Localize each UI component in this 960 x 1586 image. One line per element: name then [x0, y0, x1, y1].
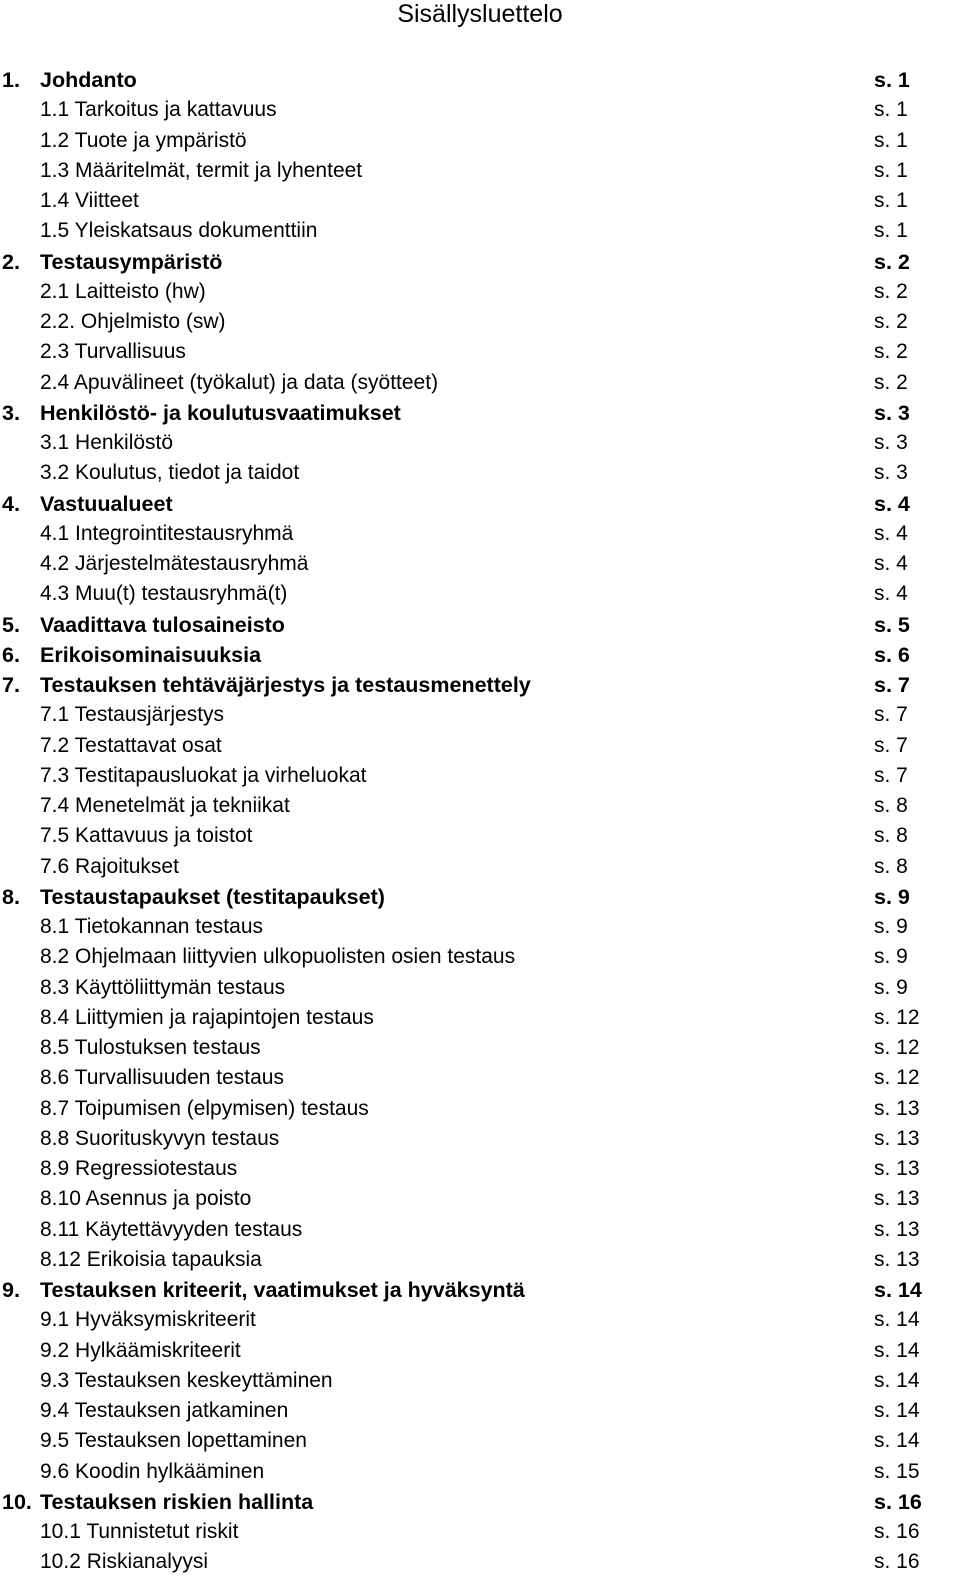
toc-section-entry[interactable]: [0, 65, 960, 95]
toc-entry-label: 7.2 Testattavat osat: [40, 733, 222, 757]
toc-subsection-entry[interactable]: [0, 1184, 960, 1214]
toc-entry-label: 8.5 Tulostuksen testaus: [40, 1036, 261, 1059]
toc-entry-label: 8.4 Liittymien ja rajapintojen testaus: [40, 1005, 374, 1029]
toc-subsection-entry[interactable]: [0, 1457, 960, 1487]
toc-entry-page: s. 14: [874, 1308, 920, 1332]
toc-section-entry[interactable]: [0, 1275, 960, 1305]
toc-subsection-entry[interactable]: [0, 307, 960, 337]
toc-entry-page: s. 12: [874, 1036, 920, 1059]
toc-entry-label: 2.3 Turvallisuus: [40, 340, 186, 364]
toc-subsection-entry[interactable]: [0, 156, 960, 186]
toc-entry-page: s. 1: [874, 68, 910, 92]
toc-entry-label: 9.5 Testauksen lopettaminen: [40, 1429, 307, 1453]
toc-subsection-entry[interactable]: [0, 216, 960, 246]
toc-entry-label: 7.5 Kattavuus ja toistot: [40, 824, 253, 848]
toc-entry-page: s. 14: [874, 1429, 920, 1453]
toc-subsection-entry[interactable]: [0, 1003, 960, 1033]
toc-entry-page: s. 1: [874, 189, 908, 212]
toc-subsection-entry[interactable]: [0, 1215, 960, 1245]
toc-subsection-entry[interactable]: [0, 337, 960, 367]
toc-entry-label: 1.3 Määritelmät, termit ja lyhenteet: [40, 158, 363, 182]
toc-entry-page: s. 2: [874, 310, 908, 333]
toc-entry-page: s. 8: [874, 824, 908, 848]
toc-entry-page: s. 7: [874, 763, 908, 787]
toc-subsection-entry[interactable]: [0, 1547, 960, 1577]
toc-entry-label: Testauksen kriteerit, vaatimukset ja hyväksyntä: [40, 1278, 525, 1302]
toc-entry-page: s. 6: [874, 642, 910, 667]
toc-entry-number: 4.: [2, 491, 20, 516]
toc-entry-page: s. 4: [874, 552, 908, 575]
toc-subsection-entry[interactable]: [0, 1336, 960, 1366]
toc-entry-page: s. 2: [874, 249, 910, 274]
toc-entry-page: s. 4: [874, 582, 908, 606]
toc-subsection-entry[interactable]: [0, 791, 960, 821]
toc-subsection-entry[interactable]: [0, 761, 960, 791]
toc-entry-page: s. 3: [874, 431, 908, 454]
toc-entry-page: s. 1: [874, 219, 908, 243]
toc-entry-label: 9.4 Testauksen jatkaminen: [40, 1399, 289, 1422]
toc-entry-page: s. 16: [874, 1550, 920, 1574]
toc-subsection-entry[interactable]: [0, 1033, 960, 1063]
toc-entry-label: Johdanto: [40, 68, 137, 92]
toc-entry-page: s. 15: [874, 1459, 920, 1483]
toc-subsection-entry[interactable]: [0, 519, 960, 549]
toc-subsection-entry[interactable]: [0, 1305, 960, 1335]
toc-entry-label: 9.1 Hyväksymiskriteerit: [40, 1308, 256, 1332]
toc-entry-page: s. 14: [874, 1368, 920, 1392]
toc-entry-page: s. 13: [874, 1096, 920, 1120]
toc-entry-label: Henkilöstö- ja koulutusvaatimukset: [40, 400, 401, 425]
toc-subsection-entry[interactable]: [0, 186, 960, 216]
toc-entry-number: 5.: [2, 612, 20, 637]
toc-entry-number: 1.: [2, 68, 20, 92]
toc-entry-page: s. 9: [874, 975, 908, 999]
toc-entry-label: Testauksen tehtäväjärjestys ja testausmenettely: [40, 673, 531, 697]
toc-entry-label: 2.2. Ohjelmisto (sw): [40, 310, 226, 333]
toc-entry-label: 4.3 Muu(t) testausryhmä(t): [40, 582, 288, 606]
toc-subsection-entry[interactable]: [0, 942, 960, 972]
toc-subsection-entry[interactable]: [0, 1124, 960, 1154]
toc-subsection-entry[interactable]: [0, 1063, 960, 1093]
toc-entry-page: s. 1: [874, 128, 908, 152]
toc-entry-label: 8.2 Ohjelmaan liittyvien ulkopuolisten osien testaus: [40, 945, 516, 969]
toc-entry-page: s. 8: [874, 794, 908, 817]
toc-entry-page: s. 9: [874, 915, 908, 938]
toc-entry-page: s. 9: [874, 945, 908, 969]
toc-entry-label: 8.3 Käyttöliittymän testaus: [40, 975, 286, 999]
toc-subsection-entry[interactable]: [0, 458, 960, 488]
toc-entry-number: 3.: [2, 400, 20, 425]
toc-entry-page: s. 4: [874, 521, 908, 545]
toc-entry-page: s. 13: [874, 1247, 920, 1271]
toc-entry-label: Testaustapaukset (testitapaukset): [40, 884, 385, 909]
toc-entry-label: 8.10 Asennus ja poisto: [40, 1187, 252, 1211]
toc-subsection-entry[interactable]: [0, 973, 960, 1003]
page-title: Sisällysluettelo: [397, 0, 563, 28]
toc-entry-page: s. 3: [874, 461, 908, 485]
toc-entry-page: s. 7: [874, 703, 908, 727]
toc-entry-page: s. 13: [874, 1187, 920, 1211]
toc-entry-label: 1.5 Yleiskatsaus dokumenttiin: [40, 219, 318, 243]
toc-entry-label: 4.2 Järjestelmätestausryhmä: [40, 552, 309, 575]
toc-entry-page: s. 9: [874, 884, 910, 909]
toc-entry-page: s. 1: [874, 158, 908, 182]
toc-entry-label: 10.1 Tunnistetut riskit: [40, 1520, 239, 1543]
toc-entry-label: 1.4 Viitteet: [40, 189, 139, 212]
toc-entry-page: s. 1: [874, 98, 908, 122]
toc-entry-page: s. 12: [874, 1005, 920, 1029]
toc-entry-label: 8.1 Tietokannan testaus: [40, 915, 263, 938]
toc-entry-label: 2.1 Laitteisto (hw): [40, 279, 206, 303]
toc-entry-page: s. 14: [874, 1399, 920, 1422]
toc-entry-number: 9.: [2, 1278, 20, 1302]
toc-section-entry[interactable]: [0, 489, 960, 519]
toc-entry-label: 10.2 Riskianalyysi: [40, 1550, 209, 1574]
toc-entry-page: s. 7: [874, 673, 910, 697]
toc-entry-number: 2.: [2, 249, 20, 274]
toc-subsection-entry[interactable]: [0, 126, 960, 156]
toc-entry-number: 6.: [2, 642, 20, 667]
toc-entry-label: 8.8 Suorituskyvyn testaus: [40, 1126, 280, 1150]
toc-entry-page: s. 2: [874, 340, 908, 364]
toc-entry-number: 8.: [2, 884, 20, 909]
toc-entry-page: s. 3: [874, 400, 910, 425]
toc-subsection-entry[interactable]: [0, 428, 960, 458]
toc-entry-label: 4.1 Integrointitestausryhmä: [40, 521, 294, 545]
toc-entry-label: 9.3 Testauksen keskeyttäminen: [40, 1368, 333, 1392]
toc-entry-label: 2.4 Apuvälineet (työkalut) ja data (syötteet): [40, 370, 439, 394]
toc-entry-label: Testausympäristö: [40, 249, 223, 274]
toc-entry-label: Vaadittava tulosaineisto: [40, 612, 285, 637]
toc-subsection-entry[interactable]: [0, 95, 960, 125]
toc-section-entry[interactable]: [0, 398, 960, 428]
toc-entry-page: s. 12: [874, 1066, 920, 1090]
toc-entry-number: 10.: [2, 1489, 32, 1514]
toc-entry-label: 7.6 Rajoitukset: [40, 854, 179, 878]
toc-entry-label: 7.3 Testitapausluokat ja virheluokat: [40, 763, 367, 787]
toc-subsection-entry[interactable]: [0, 368, 960, 398]
toc-entry-label: 9.2 Hylkäämiskriteerit: [40, 1338, 241, 1362]
toc-section-entry[interactable]: [0, 610, 960, 640]
toc-subsection-entry[interactable]: [0, 1366, 960, 1396]
toc-entry-label: 8.11 Käytettävyyden testaus: [40, 1217, 303, 1241]
toc-subsection-entry[interactable]: [0, 549, 960, 579]
toc-subsection-entry[interactable]: [0, 731, 960, 761]
toc-subsection-entry[interactable]: [0, 1396, 960, 1426]
toc-entry-page: s. 16: [874, 1489, 922, 1514]
toc-entry-label: 8.6 Turvallisuuden testaus: [40, 1066, 284, 1090]
toc-entry-page: s. 14: [874, 1278, 922, 1302]
toc-entry-page: s. 14: [874, 1338, 920, 1362]
toc-subsection-entry[interactable]: [0, 852, 960, 882]
toc-section-entry[interactable]: [0, 670, 960, 700]
toc-subsection-entry[interactable]: [0, 1245, 960, 1275]
toc-entry-page: s. 2: [874, 370, 908, 394]
toc-entry-page: s. 8: [874, 854, 908, 878]
toc-entry-label: 7.4 Menetelmät ja tekniikat: [40, 794, 290, 817]
toc-entry-label: Erikoisominaisuuksia: [40, 642, 262, 667]
toc-section-entry[interactable]: [0, 640, 960, 670]
toc-entry-page: s. 13: [874, 1126, 920, 1150]
toc-entry-label: Testauksen riskien hallinta: [40, 1489, 314, 1514]
toc-entry-label: 1.2 Tuote ja ympäristö: [40, 128, 247, 152]
toc-entry-label: 3.2 Koulutus, tiedot ja taidot: [40, 461, 300, 485]
toc-entry-label: 1.1 Tarkoitus ja kattavuus: [40, 98, 277, 122]
table-of-contents: [0, 65, 960, 1578]
toc-entry-page: s. 5: [874, 612, 910, 637]
toc-entry-label: 8.7 Toipumisen (elpymisen) testaus: [40, 1096, 369, 1120]
toc-entry-page: s. 7: [874, 733, 908, 757]
toc-entry-page: s. 16: [874, 1520, 920, 1543]
toc-entry-page: s. 13: [874, 1217, 920, 1241]
toc-entry-label: Vastuualueet: [40, 491, 173, 516]
toc-entry-label: 9.6 Koodin hylkääminen: [40, 1459, 265, 1483]
toc-entry-label: 8.12 Erikoisia tapauksia: [40, 1247, 262, 1271]
toc-section-entry[interactable]: [0, 1487, 960, 1517]
toc-subsection-entry[interactable]: [0, 912, 960, 942]
toc-section-entry[interactable]: [0, 882, 960, 912]
toc-entry-label: 8.9 Regressiotestaus: [40, 1157, 238, 1180]
toc-section-entry[interactable]: [0, 247, 960, 277]
toc-subsection-entry[interactable]: [0, 1426, 960, 1456]
toc-subsection-entry[interactable]: [0, 1154, 960, 1184]
toc-subsection-entry[interactable]: [0, 579, 960, 609]
toc-entry-label: 3.1 Henkilöstö: [40, 431, 174, 454]
toc-entry-label: 7.1 Testausjärjestys: [40, 703, 225, 727]
toc-subsection-entry[interactable]: [0, 1517, 960, 1547]
toc-entry-page: s. 2: [874, 279, 908, 303]
toc-entry-page: s. 13: [874, 1157, 920, 1180]
toc-subsection-entry[interactable]: [0, 1094, 960, 1124]
toc-subsection-entry[interactable]: [0, 700, 960, 730]
toc-entry-page: s. 4: [874, 491, 910, 516]
toc-subsection-entry[interactable]: [0, 277, 960, 307]
toc-subsection-entry[interactable]: [0, 821, 960, 851]
toc-entry-number: 7.: [2, 673, 20, 697]
